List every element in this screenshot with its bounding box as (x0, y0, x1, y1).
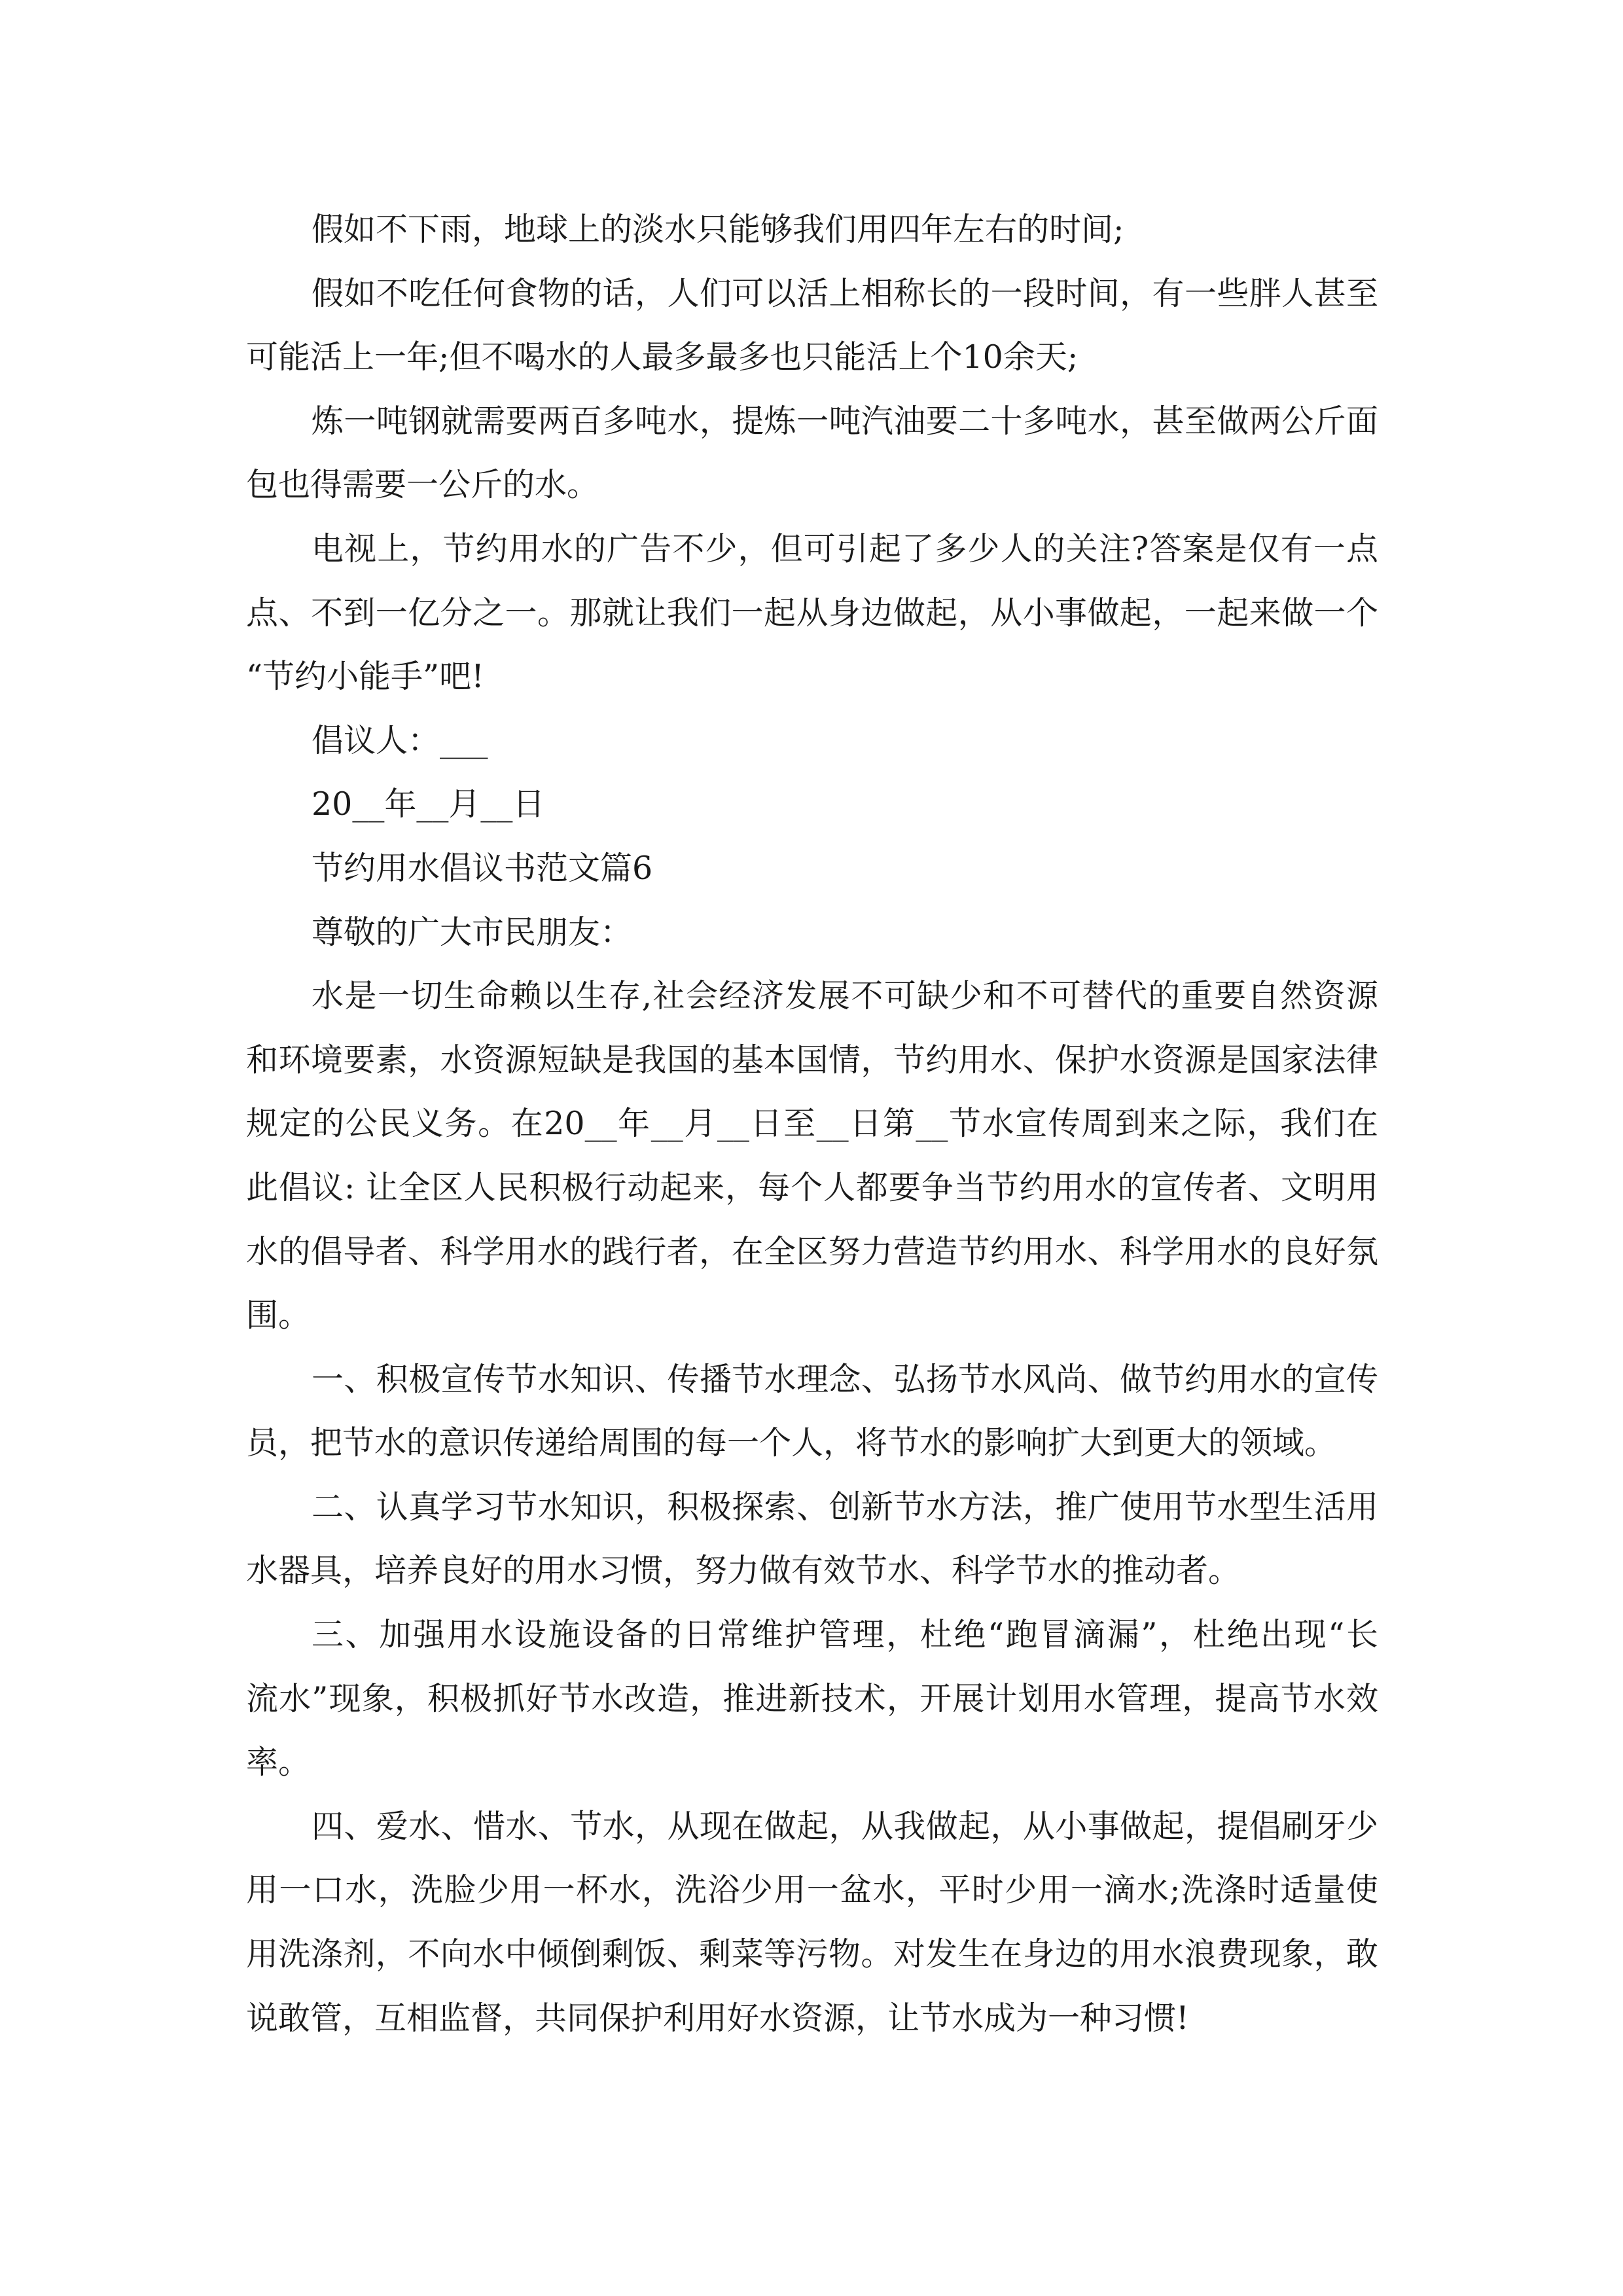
text-line: 说敢管，互相监督，共同保护利用好水资源，让节水成为一种习惯! (246, 1999, 1189, 2037)
text-line: 用洗涤剂，不向水中倾倒剩饭、剩菜等污物。对发生在身边的用水浪费现象，敢 (246, 1935, 1378, 1973)
text-line: 水是一切生命赖以生存,社会经济发展不可缺少和不可替代的重要自然资源 (312, 977, 1378, 1015)
text-line: 用一口水，洗脸少用一杯水，洗浴少用一盆水，平时少用一滴水;洗涤时适量使 (246, 1871, 1378, 1909)
paragraph (246, 772, 1378, 836)
paragraph (246, 964, 1378, 1348)
paragraph (246, 262, 1378, 389)
text-line: 一、积极宣传节水知识、传播节水理念、弘扬节水风尚、做节约用水的宣传 (312, 1360, 1378, 1398)
text-line: 包也得需要一公斤的水。 (246, 466, 599, 504)
text-line: 点、不到一亿分之一。那就让我们一起从身边做起，从小事做起，一起来做一个 (246, 594, 1378, 632)
paragraph (246, 389, 1378, 517)
paragraph (246, 1475, 1378, 1603)
document-body (246, 198, 1378, 2050)
paragraph (246, 709, 1378, 773)
text-line: 假如不下雨，地球上的淡水只能够我们用四年左右的时间; (312, 211, 1124, 248)
text-line: 尊敬的广大市民朋友： (312, 913, 633, 951)
paragraph (246, 198, 1378, 262)
text-line: 水器具，培养良好的用水习惯，努力做有效节水、科学节水的推动者。 (246, 1552, 1241, 1590)
text-line: 率。 (246, 1744, 311, 1782)
paragraph (246, 901, 1378, 965)
text-line: 围。 (246, 1297, 311, 1335)
text-line: 水的倡导者、科学用水的践行者，在全区努力营造节约用水、科学用水的良好氛 (246, 1232, 1378, 1270)
text-line: 炼一吨钢就需要两百多吨水，提炼一吨汽油要二十多吨水，甚至做两公斤面 (312, 402, 1378, 440)
paragraph (246, 517, 1378, 709)
text-line: 可能活上一年;但不喝水的人最多最多也只能活上个10余天; (246, 338, 1079, 376)
text-line: 四、爱水、惜水、节水，从现在做起，从我做起，从小事做起，提倡刷牙少 (312, 1807, 1378, 1845)
text-line: 20__年__月__日 (312, 785, 545, 823)
text-line: 节约用水倡议书范文篇6 (312, 849, 653, 887)
text-line: 员，把节水的意识传递给周围的每一个人，将节水的影响扩大到更大的领域。 (246, 1424, 1337, 1462)
text-line: 电视上，节约用水的广告不少，但可引起了多少人的关注?答案是仅有一点 (312, 529, 1378, 567)
text-line: 倡议人：___ (312, 721, 488, 759)
text-line: 此倡议: 让全区人民积极行动起来，每个人都要争当节约用水的宣传者、文明用 (246, 1168, 1378, 1206)
paragraph (246, 1348, 1378, 1475)
text-line: 三、加强用水设施设备的日常维护管理，杜绝“跑冒滴漏”，杜绝出现“长 (312, 1616, 1378, 1654)
text-line: “节约小能手”吧! (246, 658, 484, 696)
text-line: 流水”现象，积极抓好节水改造，推进新技术，开展计划用水管理，提高节水效 (246, 1679, 1378, 1717)
text-line: 二、认真学习节水知识，积极探索、创新节水方法，推广使用节水型生活用 (312, 1488, 1378, 1526)
paragraph (246, 1603, 1378, 1795)
paragraph (246, 836, 1378, 901)
text-line: 规定的公民义务。在20__年__月__日至__日第__节水宣传周到来之际，我们在 (246, 1105, 1378, 1143)
paragraph (246, 1795, 1378, 2050)
text-line: 假如不吃任何食物的话，人们可以活上相称长的一段时间，有一些胖人甚至 (312, 274, 1378, 312)
text-line: 和环境要素，水资源短缺是我国的基本国情，节约用水、保护水资源是国家法律 (246, 1041, 1378, 1079)
